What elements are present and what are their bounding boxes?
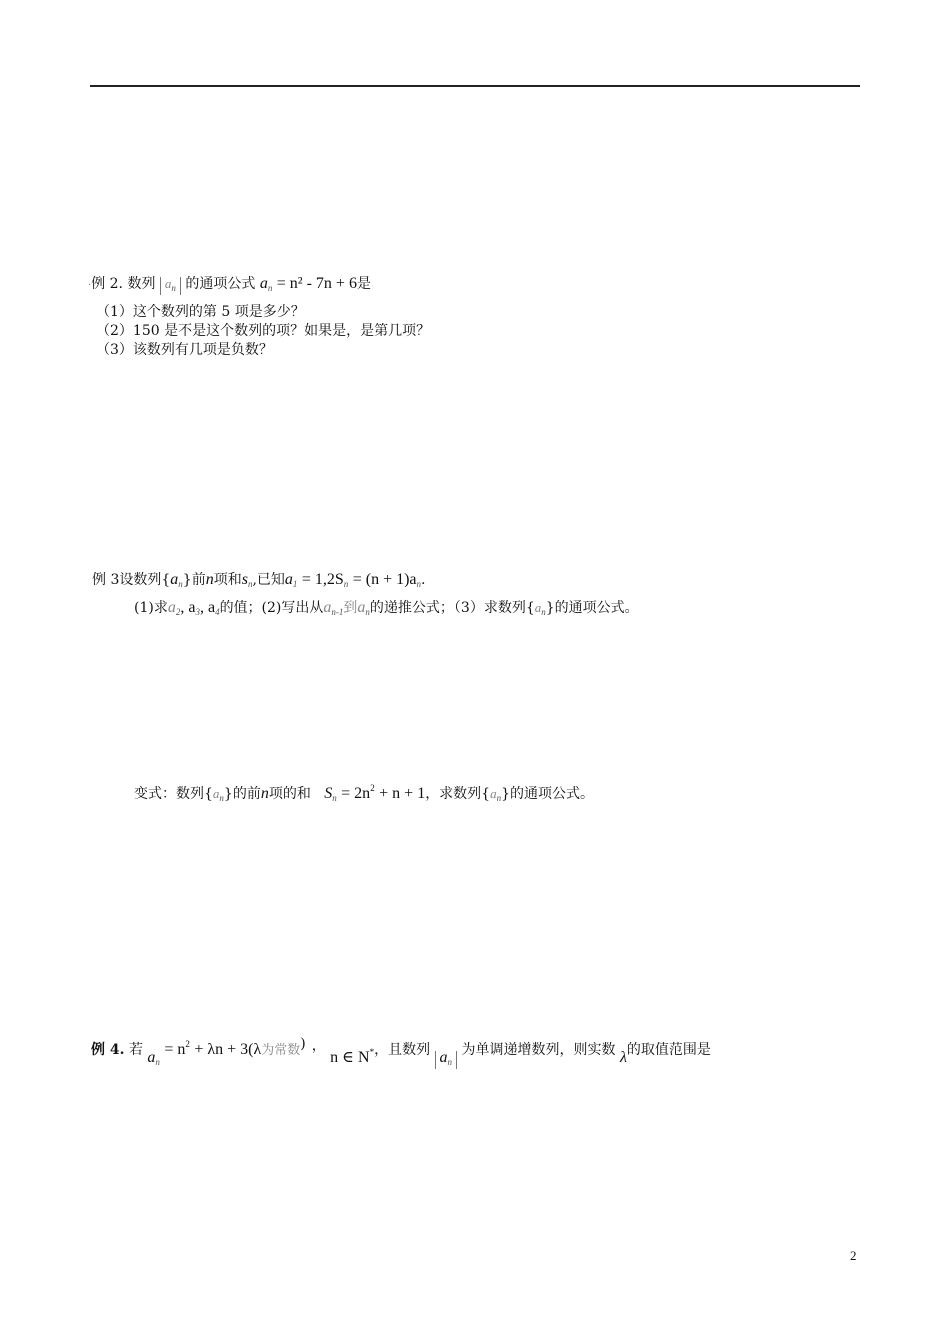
ex3-end: . — [421, 572, 426, 588]
ex4-f1: = n — [164, 1041, 186, 1058]
variant-b: }的前 — [223, 786, 261, 802]
example-3-heading: 例 3设数列$\{a_n\}$前n项和$s_n$,已知$a_1 = 1,2S_n = (n + 1)a_n$. — [92, 571, 426, 589]
variant-S: S — [324, 785, 333, 802]
ex4-note: 为常数 — [261, 1043, 301, 1058]
ex3-text1: 设数列{ — [119, 572, 171, 588]
ex2-question-3: （3）该数列有几项是负数？ — [96, 342, 273, 358]
ex3-text3: 项和 — [213, 572, 242, 588]
ex4-sequence: $a_n$ — [435, 1051, 458, 1069]
ex3-cond2: = (n + 1)a — [352, 571, 417, 588]
ex2-question-2: （2）150 是不是这个数列的项？如果是，是第几项？ — [96, 323, 431, 339]
ex4-ruo: 若 — [128, 1042, 143, 1058]
ex2-suffix: 是 — [356, 276, 371, 292]
ex3-n: n — [205, 571, 214, 588]
ex4-nset: n ∈ N — [330, 1049, 370, 1066]
ex3-sub-a: (1)求 — [134, 600, 168, 616]
sequence-a-n: $a_n$ — [160, 277, 181, 295]
ex3-subquestions: (1)求$a_2$, $a_3$, $a_4$的值；(2)写出从$a_{n-1}$到$a_n$的递推公式；（3）求数列$\{a_n\}$的通项公式。 — [134, 599, 639, 617]
ex2-formula-a: a — [259, 275, 268, 292]
ex3-sub-b: 的值；(2)写出从 — [219, 600, 324, 616]
ex3-text2: }前 — [182, 572, 206, 588]
ex4-and: ，且数列 — [374, 1042, 431, 1058]
ex4-rest: 为单调递增数列，则实数 — [461, 1042, 616, 1058]
header-rule — [90, 85, 860, 87]
ex3-sub-c: 到 — [343, 600, 358, 616]
ex2-mid: 的通项公式 — [185, 276, 256, 292]
page-number: 2 — [850, 1248, 857, 1263]
ex4-tail: 的取值范围是 — [626, 1042, 711, 1058]
ex4-lambda: λ — [619, 1049, 627, 1066]
ex4-f2: + λn + 3(λ — [194, 1041, 262, 1058]
ex3-sub-e: }的通项公式。 — [545, 600, 639, 616]
ex2-prefix: 例 2. 数列 — [91, 276, 156, 292]
ex3-terms: , a — [199, 599, 216, 616]
variant-h: }的通项公式。 — [501, 786, 595, 802]
variant-c: 项的和 — [268, 786, 311, 802]
variant-e: = 2n — [341, 785, 371, 802]
ex3-cond: = 1,2S — [301, 571, 344, 588]
example-2-heading: ·例 2. 数列 $a_n$ 的通项公式 $a_n = n^2 - 7n + 6$是 — [88, 275, 371, 293]
ex3-sub-d: 的递推公式；（3）求数列{ — [369, 600, 535, 616]
ex3-prefix: 例 3 — [92, 572, 120, 588]
bullet-dot: · — [88, 280, 92, 291]
ex4-comma: ， — [311, 1038, 326, 1054]
example-4-line: 例 4. 若 $a_n = n^2 + \lambda n + 3(\lambda$为常数) ， n ∈ N*，且数列 $a_n$ 为单调递增数列，则实数 λ的取值范围是 — [91, 1036, 711, 1067]
ex3-s: s — [241, 571, 248, 588]
ex3-text4: ,已知 — [252, 572, 285, 588]
variant-f: + n + 1 — [379, 785, 426, 802]
variant-a: 变式：数列{ — [134, 786, 213, 802]
ex4-label: 例 4. — [91, 1042, 125, 1058]
ex2-formula: = n² - 7n + 6 — [276, 275, 357, 292]
ex4-star: * — [369, 1047, 375, 1057]
variant-line: 变式：数列$\{a_n\}$的前n项的和 $S_n = 2n^2 + n + 1$，求数列$\{a_n\}$的通项公式。 — [134, 783, 595, 803]
variant-g: ，求数列{ — [425, 786, 491, 802]
ex2-question-1: （1）这个数列的第 5 项是多少？ — [96, 304, 305, 320]
ex4-close: ) — [300, 1036, 306, 1052]
